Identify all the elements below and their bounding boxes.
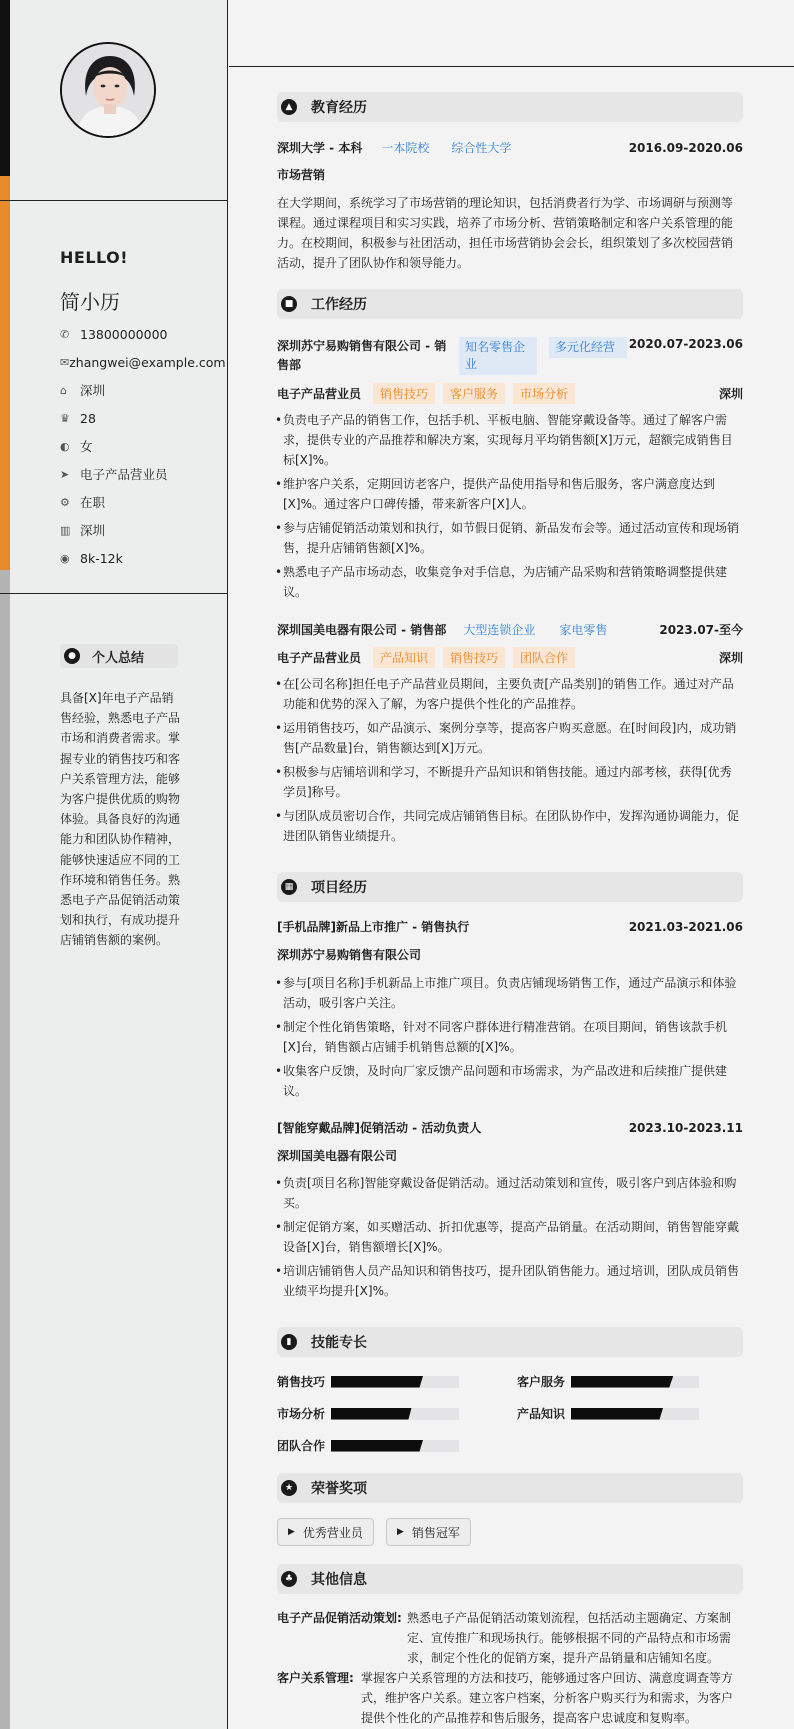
education-period: 2016.09-2020.06 (628, 140, 743, 155)
accent-bar-gray (0, 570, 10, 1729)
tag: 一本院校 (381, 141, 430, 155)
summary-header: ● 个人总结 (60, 644, 178, 668)
tag: 家电零售 (559, 623, 608, 637)
job-period: 2020.07-2023.06 (628, 337, 743, 351)
skill-tag: 销售技巧 (373, 383, 435, 404)
honor-badge: ▶ 优秀营业员 (277, 1518, 374, 1546)
tag: 知名零售企业 (459, 337, 537, 375)
skill-bar (571, 1376, 699, 1388)
other-item: 电子产品促销活动策划: 熟悉电子产品促销活动策划流程，包括活动主题确定、方案制定、宣传推广和现场执行。能够根据不同的产品特点和市场需求，制定个性化的促销方案，提升产品销量和店铺知名度。 (277, 1611, 732, 1665)
job-1-role: 电子产品营业员 销售技巧 客户服务 市场分析 深圳 (277, 383, 743, 404)
info-salary: ◉ 8k-12k (60, 550, 123, 566)
skill-tag: 客户服务 (443, 383, 505, 404)
list-item: • 熟悉电子产品市场动态，收集竞争对手信息，为店铺产品采购和营销策略调整提供建议。 (277, 562, 743, 602)
user-icon: ● (64, 648, 80, 664)
accent-bar-black (0, 0, 10, 176)
skill-bar-fill (571, 1408, 663, 1420)
skill-row: 市场分析 (277, 1405, 459, 1422)
skill-tag: 市场分析 (513, 383, 575, 404)
list-item: • 参与店铺促销活动策划和执行，如节假日促销、新品发布会等。通过活动宣传和现场销售，提升店铺销售额[X]%。 (277, 518, 743, 558)
section-education: ▲ 教育经历 (277, 92, 743, 122)
job-1-bullets (277, 410, 743, 606)
award-icon: ★ (281, 1480, 297, 1496)
job-period: 2023.07-至今 (659, 623, 743, 637)
list-item: • 制定促销方案，如买赠活动、折扣优惠等，提高产品销量。在活动期间，销售智能穿戴设备[X]台，销售额增长[X]%。 (277, 1217, 743, 1257)
skill-bar (571, 1408, 699, 1420)
info-email[interactable]: ✉ zhangwei@example.com (60, 354, 226, 370)
skill-bar (331, 1440, 459, 1452)
grid-icon: ▦ (281, 879, 297, 895)
education-major: 市场营销 (277, 168, 326, 182)
list-item: • 参与[项目名称]手机新品上市推广项目。负责店铺现场销售工作，通过产品演示和体验活动，吸引客户关注。 (277, 973, 743, 1013)
skill-bar-fill (571, 1376, 673, 1388)
info-job: ➤ 电子产品营业员 (60, 467, 168, 482)
gender-icon: ◐ (60, 439, 70, 453)
list-item: • 制定个性化销售策略，针对不同客户群体进行精准营销。在项目期间，销售该款手机[X]台，销售额占店铺手机销售总额的[X]%。 (277, 1017, 743, 1057)
list-item: • 培训店铺销售人员产品知识和销售技巧，提升团队销售能力。通过培训，团队成员销售业绩平均提升[X]%。 (277, 1261, 743, 1301)
coin-icon: ◉ (60, 551, 70, 565)
play-icon: ▶ (397, 1527, 404, 1537)
info-gender: ◐ 女 (60, 439, 93, 454)
skill-bar (331, 1408, 459, 1420)
project-1-bullets (277, 973, 743, 1105)
project-2-bullets (277, 1173, 743, 1305)
section-honors: ★ 荣誉奖项 (277, 1473, 743, 1503)
project-2-company: 深圳国美电器有限公司 (277, 1149, 398, 1163)
info-icon: ♣ (281, 1571, 297, 1587)
divider (0, 593, 228, 594)
section-work: ■ 工作经历 (277, 289, 743, 319)
skill-bar-fill (331, 1408, 412, 1420)
job-2-role: 电子产品营业员 产品知识 销售技巧 团队合作 深圳 (277, 647, 743, 668)
info-status: ⚙ 在职 (60, 495, 106, 510)
accent-bar-orange (0, 176, 10, 570)
info-phone: ✆ 13800000000 (60, 326, 168, 342)
other-item: 客户关系管理: 掌握客户关系管理的方法和技巧，能够通过客户回访、满意度调查等方式，维护客户关系。建立客户档案，分析客户购买行为和需求，为客户提供个性化的产品推荐和售后服务，提高客户忠诚度和复购率。 (277, 1671, 734, 1725)
skill-tag: 产品知识 (373, 647, 435, 668)
play-icon: ▶ (288, 1527, 295, 1537)
skill-bar-fill (331, 1376, 423, 1388)
skill-tag: 销售技巧 (443, 647, 505, 668)
home-icon: ⌂ (60, 383, 67, 397)
project-1-company: 深圳苏宁易购销售有限公司 (277, 948, 422, 962)
tag: 综合性大学 (451, 141, 512, 155)
info-target-city: ▥ 深圳 (60, 523, 106, 538)
section-projects: ▦ 项目经历 (277, 872, 743, 902)
building-icon: ▥ (60, 523, 71, 537)
info-age: ♛ 28 (60, 410, 96, 426)
summary-text: 具备[X]年电子产品销售经验，熟悉电子产品市场和消费者需求。掌握专业的销售技巧和客户关系管理方法，能够为客户提供优质的购物体验。具备良好的沟通能力和团队协作精神，能够快速适应不同的工作环境和销售任务。熟悉电子产品促销活动策划和执行，有成功提升店铺销售额的案例。 (60, 691, 181, 948)
skill-row: 销售技巧 (277, 1373, 459, 1390)
tag: 多元化经营 (549, 337, 627, 358)
sidebar (0, 0, 228, 1729)
skill-row: 产品知识 (517, 1405, 699, 1422)
skill-tag: 团队合作 (513, 647, 575, 668)
honor-badge: ▶ 销售冠军 (386, 1518, 471, 1546)
skill-row: 客户服务 (517, 1373, 699, 1390)
education-desc: 在大学期间，系统学习了市场营销的理论知识，包括消费者行为学、市场调研与预测等课程。通过课程项目和实习实践，培养了市场分析、营销策略制定和客户关系管理的能力。在校期间，积极参与社团活动，担任市场营销协会会长，组织策划了多次校园营销活动，提升了团队协作和领导能力。 (277, 196, 734, 270)
education-header: 深圳大学 - 本科 一本院校 综合性大学 2016.09-2020.06 (277, 137, 743, 158)
list-item: • 运用销售技巧，如产品演示、案例分享等，提高客户购买意愿。在[时间段]内，成功销售[产品数量]台，销售额达到[X]万元。 (277, 718, 743, 758)
skill-row: 团队合作 (277, 1437, 459, 1454)
skill-bar-fill (331, 1440, 423, 1452)
phone-icon: ✆ (60, 327, 70, 341)
tag: 大型连锁企业 (463, 623, 536, 637)
divider (0, 200, 228, 201)
send-icon: ➤ (60, 467, 70, 481)
briefcase-icon: ■ (281, 296, 297, 312)
section-other: ♣ 其他信息 (277, 1564, 743, 1594)
list-item: • 积极参与店铺培训和学习，不断提升产品知识和销售技能。通过内部考核，获得[优秀学员]称号。 (277, 762, 743, 802)
list-item: • 维护客户关系，定期回访老客户，提供产品使用指导和售后服务，客户满意度达到[X]%。通过客户口碑传播，带来新客户[X]人。 (277, 474, 743, 514)
list-item: • 收集客户反馈，及时向厂家反馈产品问题和市场需求，为产品改进和后续推广提供建议。 (277, 1061, 743, 1101)
bar-chart-icon: ▮ (281, 1334, 297, 1350)
candidate-name: 简小历 (60, 290, 120, 314)
skill-bar (331, 1376, 459, 1388)
section-skills: ▮ 技能专长 (277, 1327, 743, 1357)
job-1-header: 深圳苏宁易购销售有限公司 - 销售部 知名零售企业 多元化经营 2020.07-2023.06 (277, 337, 743, 375)
job-2-header: 深圳国美电器有限公司 - 销售部 大型连锁企业 家电零售 2023.07-至今 (277, 619, 743, 640)
list-item: • 负责[项目名称]智能穿戴设备促销活动。通过活动策划和宣传，吸引客户到店体验和购买。 (277, 1173, 743, 1213)
avatar (60, 42, 156, 138)
gear-icon: ⚙ (60, 495, 70, 509)
graduation-cap-icon: ▲ (281, 99, 297, 115)
cake-icon: ♛ (60, 411, 70, 425)
divider (229, 66, 794, 67)
mail-icon: ✉ (60, 355, 70, 369)
list-item: • 负责电子产品的销售工作，包括手机、平板电脑、智能穿戴设备等。通过了解客户需求，提供专业的产品推荐和解决方案，实现每月平均销售额[X]万元，超额完成销售目标[X]%。 (277, 410, 743, 470)
job-2-bullets (277, 674, 743, 850)
list-item: • 与团队成员密切合作，共同完成店铺销售目标。在团队协作中，发挥沟通协调能力，促进团队销售业绩提升。 (277, 806, 743, 846)
project-2-header: [智能穿戴品牌]促销活动 - 活动负责人 2023.10-2023.11 (277, 1120, 743, 1135)
greeting: HELLO! (60, 248, 129, 267)
main-content (229, 0, 794, 1729)
list-item: • 在[公司名称]担任电子产品营业员期间，主要负责[产品类别]的销售工作。通过对产品功能和优势的深入了解，为客户提供个性化的产品推荐。 (277, 674, 743, 714)
project-1-header: [手机品牌]新品上市推广 - 销售执行 2021.03-2021.06 (277, 919, 743, 934)
info-location: ⌂ 深圳 (60, 383, 106, 398)
